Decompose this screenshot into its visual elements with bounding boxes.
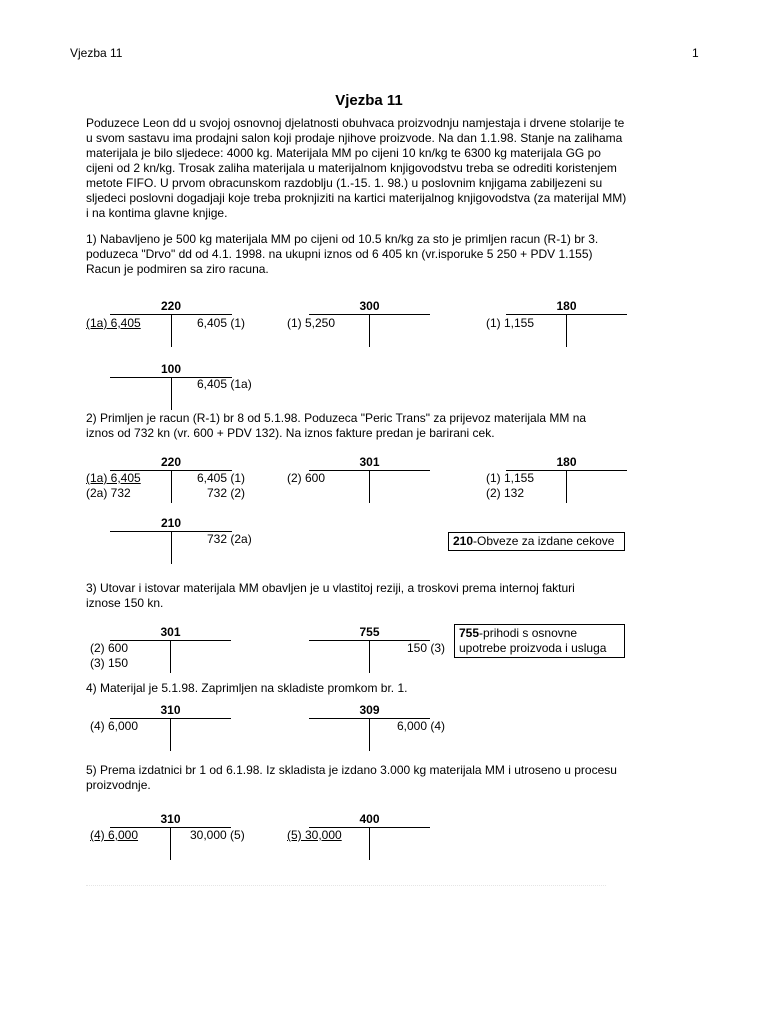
document-title: Vjezba 11 <box>335 92 403 109</box>
account-number: 301 <box>359 455 380 469</box>
account-number: 301 <box>160 625 181 639</box>
intro-line: u svom sastavu ima prodajni salon koji prodaje njihove proizvode. Na dan 1.1.98. Stanje na zalihama <box>86 131 623 145</box>
debit-entry: (1) 1,155 <box>486 316 535 330</box>
legend-text: upotrebe proizvoda i usluga <box>459 641 607 655</box>
account-number: 100 <box>160 362 182 376</box>
page-number: 1 <box>692 46 699 60</box>
debit-entry: (1) 1,155 <box>486 471 535 485</box>
task-line: proizvodnje. <box>86 778 151 792</box>
task-1-text <box>86 232 666 277</box>
task-2-text <box>86 411 666 441</box>
task-line: 3) Utovar i istovar materijala MM obavljen je u vlastitoj reziji, a troskovi prema internoj fakturi <box>86 581 575 595</box>
debit-entry: (4) 6,000 <box>90 828 139 842</box>
task-4-text <box>86 681 666 696</box>
task-line: iznose 150 kn. <box>86 596 164 610</box>
credit-entry: 150 (3) <box>407 641 446 655</box>
credit-entry: 732 (2a) <box>207 532 252 546</box>
account-number: 300 <box>359 299 380 313</box>
account-number: 180 <box>556 299 577 313</box>
legend-755 <box>454 624 625 658</box>
debit-entry: (1a) 6,405 <box>86 316 141 330</box>
account-number: 400 <box>359 812 380 826</box>
task-line: 2) Primljen je racun (R-1) br 8 od 5.1.98. Poduzeca "Peric Trans" za prijevoz materijala MM na <box>86 411 587 425</box>
legend-text: -Obveze za izdane cekove <box>473 534 615 548</box>
account-number: 755 <box>359 625 380 639</box>
legend-210 <box>448 532 625 551</box>
page-header-title: Vjezba 11 <box>70 46 123 60</box>
account-number: 180 <box>556 455 577 469</box>
t-account-301 <box>110 625 231 673</box>
debit-entry: (1) 5,250 <box>287 316 336 330</box>
intro-line: materijala je bilo sljedece: 4000 kg. Materijala MM po cijeni 10 kn/kg te 6300 kg materijala GG po <box>86 146 601 160</box>
credit-entry: 6,405 (1) <box>197 471 246 485</box>
legend-text: -prihodi s osnovne <box>479 626 578 640</box>
debit-entry: (2a) 732 <box>86 486 131 500</box>
task-5-text <box>86 763 666 793</box>
account-number: 310 <box>160 703 181 717</box>
debit-entry: (1a) 6,405 <box>86 471 141 485</box>
task-line: poduzeca "Drvo" dd od 4.1. 1998. na ukupni iznos od 6 405 kn (vr.isporuke 5 250 + PDV 1.155) <box>86 247 593 261</box>
task-line: 4) Materijal je 5.1.98. Zaprimljen na skladiste promkom br. 1. <box>86 681 408 695</box>
debit-entry: (3) 150 <box>90 656 129 670</box>
task-line: 1) Nabavljeno je 500 kg materijala MM po cijeni od 10.5 kn/kg za sto je primljen racun (R-1) br 3. <box>86 232 599 246</box>
intro-line: cijeni od 2 kn/kg. Trosak zaliha materijala u materijalnom knjigovodstvu treba se odrediti koristenjem <box>86 161 617 175</box>
task-line: iznos od 732 kn (vr. 600 + PDV 132). Na iznos fakture predan je barirani cek. <box>86 426 495 440</box>
debit-entry: (2) 600 <box>287 471 326 485</box>
credit-entry: 6,405 (1a) <box>197 377 252 391</box>
legend-code: 755 <box>459 626 480 640</box>
account-number: 310 <box>160 812 181 826</box>
faded-cut-text <box>86 885 606 894</box>
intro-paragraph <box>86 116 666 221</box>
intro-line: Poduzece Leon dd u svojoj osnovnoj djelatnosti obuhvaca proizvodnju namjestaja i drvene stolarije te <box>86 116 625 130</box>
credit-entry: 732 (2) <box>207 486 246 500</box>
account-number: 309 <box>359 703 380 717</box>
task-line: 5) Prema izdatnici br 1 od 6.1.98. Iz skladista je izdano 3.000 kg materijala MM i utroseno u procesu <box>86 763 617 777</box>
debit-entry: (4) 6,000 <box>90 719 139 733</box>
intro-line: metote FIFO. U prvom obracunskom razdoblju (1.-15. 1. 98.) u poslovnim knjigama zabiljezeni su <box>86 176 603 190</box>
intro-line: i na kontima glavne knjige. <box>86 206 228 220</box>
debit-entry: (5) 30,000 <box>287 828 342 842</box>
debit-entry: (2) 132 <box>486 486 525 500</box>
account-number: 220 <box>160 299 182 313</box>
task-3-text <box>86 581 666 611</box>
debit-entry: (2) 600 <box>90 641 129 655</box>
credit-entry: 6,405 (1) <box>197 316 246 330</box>
intro-line: sljedeci poslovni dogadjaji koje treba proknjiziti na kartici materijalnog knjigovodstva (za materijal MM) <box>86 191 627 205</box>
credit-entry: 30,000 (5) <box>190 828 245 842</box>
credit-entry: 6,000 (4) <box>397 719 446 733</box>
account-number: 220 <box>160 455 182 469</box>
task-line: Racun je podmiren sa ziro racuna. <box>86 262 269 276</box>
account-number: 210 <box>160 516 182 530</box>
legend-code: 210 <box>453 534 474 548</box>
t-account-301 <box>309 455 430 503</box>
